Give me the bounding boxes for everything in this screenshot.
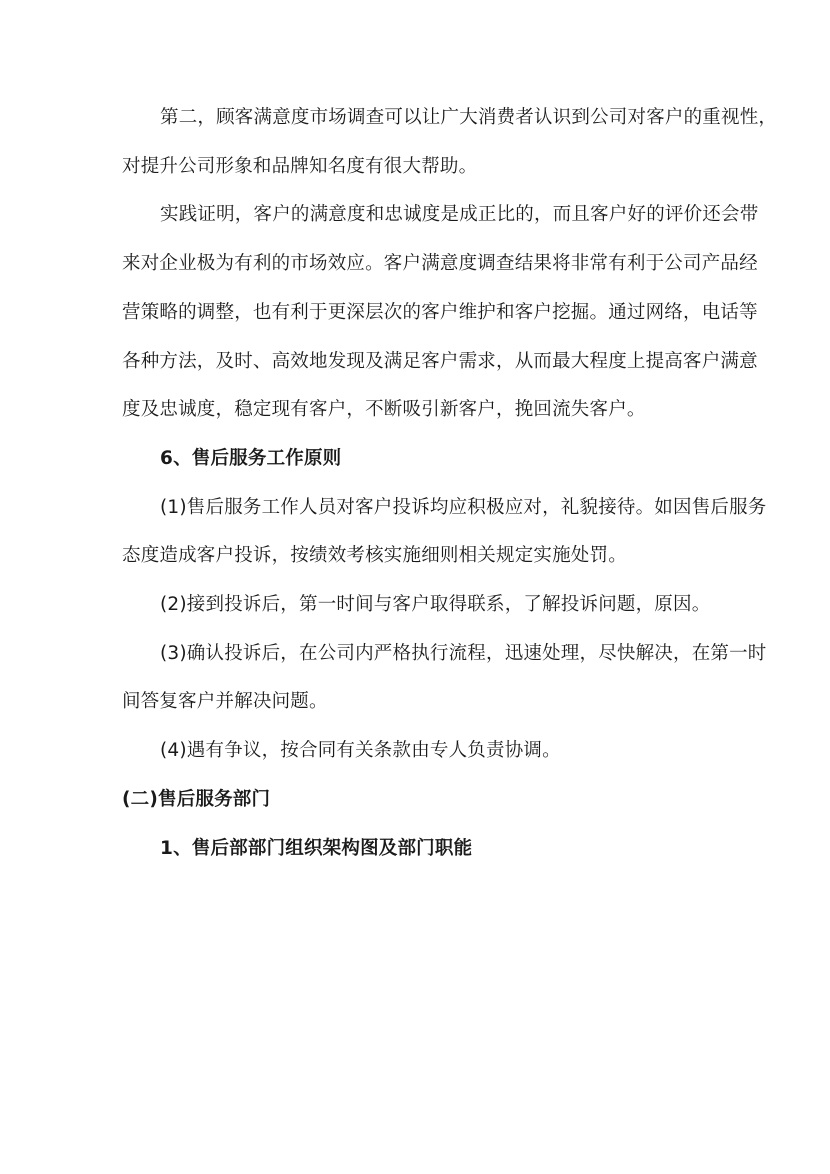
paragraph-line: 第二，顾客满意度市场调查可以让广大消费者认识到公司对客户的重视性，: [160, 107, 778, 128]
paragraph-line: 各种方法，及时、高效地发现及满足客户需求，从而最大程度上提高客户满意: [122, 350, 758, 372]
section-heading: 1、售后部部门组织架构图及部门职能: [160, 837, 473, 859]
paragraph-line: 来对企业极为有利的市场效应。客户满意度调查结果将非常有利于公司产品经: [122, 253, 758, 275]
section-heading: 6、售后服务工作原则: [160, 447, 342, 469]
section-heading: (二)售后服务部门: [122, 788, 271, 810]
paragraph-line: (2)接到投诉后，第一时间与客户取得联系，了解投诉问题，原因。: [160, 594, 711, 615]
paragraph-line: 实践证明，客户的满意度和忠诚度是成正比的，而且客户好的评价还会带: [160, 204, 759, 226]
paragraph-line: (3)确认投诉后，在公司内严格执行流程，迅速处理，尽快解决，在第一时: [160, 642, 767, 664]
paragraph-line: 度及忠诚度，稳定现有客户，不断吸引新客户，挽回流失客户。: [122, 399, 646, 421]
paragraph-line: (1)售后服务工作人员对客户投诉均应积极应对，礼貌接待。如因售后服务: [160, 496, 767, 518]
paragraph-line: 营策略的调整，也有利于更深层次的客户维护和客户挖掘。通过网络，电话等: [122, 301, 758, 323]
paragraph-line: 态度造成客户投诉，按绩效考核实施细则相关规定实施处罚。: [122, 545, 627, 567]
paragraph-line: 对提升公司形象和品牌知名度有很大帮助。: [122, 155, 478, 177]
paragraph-line: (4)遇有争议，按合同有关条款由专人负责协调。: [160, 740, 561, 762]
paragraph-line: 间答复客户并解决问题。: [122, 691, 328, 713]
